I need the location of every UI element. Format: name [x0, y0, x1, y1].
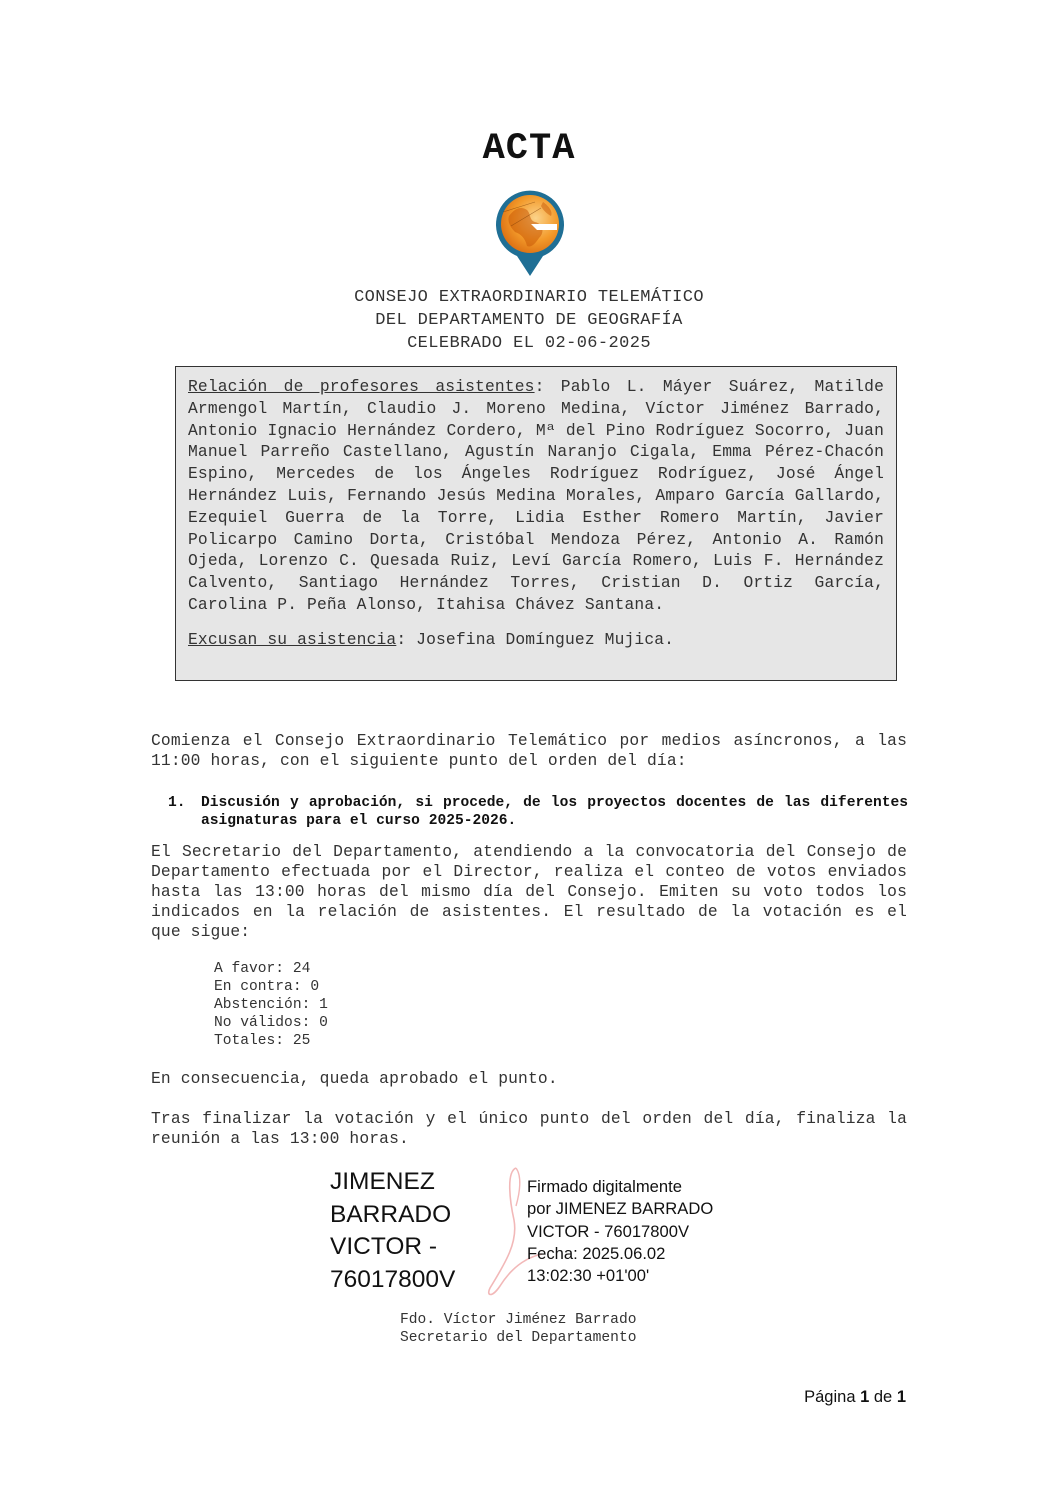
department-globe-logo-icon — [491, 186, 569, 278]
attendees-names: : Pablo L. Máyer Suárez, Matilde Armengol Martín, Claudio J. Moreno Medina, Víctor Jiménez Barrado, Antonio Ignacio Hernández Cordero, Mª del Pino Rodríguez Socorro, Juan Manuel Parreño Castellano, Agustín Naranjo Cigala, Emma Pérez-Chacón Espino, Mercedes de los Ángeles Rodríguez Rodríguez, José Ángel Hernández Luis, Fernando Jesús Medina Morales, Amparo García Gallardo, Ezequiel Guerra de la Torre, Lidia Esther Romero Martín, Javier Policarpo Camino Dorta, Cristóbal Mendoza Pérez, Antonio A. Ramón Ojeda, Lorenzo C. Quesada Ruiz, Leví García Romero, Luis F. Hernández Calvento, Santiago Hernández Torres, Cristian D. Ortiz García, Carolina P. Peña Alonso, Itahisa Chávez Santana. — [188, 377, 884, 614]
excused-paragraph — [188, 629, 884, 651]
signature-detail-line: VICTOR - 76017800V — [527, 1221, 690, 1241]
signature-detail-line: 13:02:30 +01'00' — [527, 1266, 650, 1286]
signer-name-line: VICTOR - — [330, 1233, 438, 1260]
agenda-item — [168, 794, 908, 830]
heading-line: CONSEJO EXTRAORDINARIO TELEMÁTICO — [354, 288, 704, 307]
excused-names: : Josefina Domínguez Mujica. — [396, 629, 675, 649]
attendees-paragraph — [188, 376, 884, 616]
total-pages: 1 — [896, 1388, 906, 1406]
signer-name-line: JIMENEZ — [330, 1168, 435, 1195]
page-label: Página — [804, 1388, 861, 1406]
vote-favor: A favor: 24 — [214, 961, 311, 977]
signer-name — [330, 1166, 455, 1296]
document-title: ACTA — [482, 128, 576, 170]
signature-detail-line: Fecha: 2025.06.02 — [527, 1243, 666, 1263]
vote-no-validos: No válidos: 0 — [214, 1015, 328, 1031]
attendees-label: Relación de profesores asistentes — [188, 377, 535, 396]
signature-detail-line: por JIMENEZ BARRADO — [527, 1199, 714, 1219]
excused-label: Excusan su asistencia — [188, 629, 397, 649]
intro-paragraph: Comienza el Consejo Extraordinario Telemático por medios asíncronos, a las 11:00 horas, con el siguiente punto del orden del día: — [151, 731, 907, 770]
page-separator: de — [869, 1388, 897, 1406]
signer-block — [400, 1311, 636, 1347]
signer-name-line: 76017800V — [330, 1265, 456, 1293]
signature-detail-line: Firmado digitalmente — [527, 1177, 682, 1196]
signer-full-name: Fdo. Víctor Jiménez Barrado — [400, 1312, 637, 1328]
signer-name-line: BARRADO — [330, 1200, 452, 1228]
conclusion-paragraph: En consecuencia, queda aprobado el punto. — [151, 1069, 558, 1088]
signer-role: Secretario del Departamento — [400, 1330, 637, 1346]
attendees-box — [175, 366, 897, 681]
page-number — [804, 1388, 906, 1407]
vote-abstencion: Abstención: 1 — [214, 997, 328, 1013]
heading-line: CELEBRADO EL 02-06-2025 — [407, 334, 651, 353]
heading-line: DEL DEPARTAMENTO DE GEOGRAFÍA — [375, 311, 683, 330]
signature-details — [527, 1176, 713, 1287]
vote-results — [214, 960, 328, 1050]
vote-contra: En contra: 0 — [214, 979, 320, 995]
meeting-heading — [0, 286, 1058, 355]
secretary-paragraph: El Secretario del Departamento, atendiendo a la convocatoria del Consejo de Departamento efectuada por el Director, realiza el conteo de votos enviados hasta las 13:00 horas del mismo día del Consejo. Emiten su voto todos los indicados en la relación de asistentes. El resultado de la votación es el que sigue: — [151, 842, 907, 941]
closing-paragraph: Tras finalizar la votación y el único punto del orden del día, finaliza la reunión a las 13:00 horas. — [151, 1109, 907, 1148]
agenda-item-number: 1. — [168, 795, 186, 811]
current-page: 1 — [860, 1388, 870, 1406]
agenda-item-text: Discusión y aprobación, si procede, de los proyectos docentes de las diferentes asignaturas para el curso 2025-2026. — [201, 795, 908, 829]
vote-totales: Totales: 25 — [214, 1033, 311, 1049]
